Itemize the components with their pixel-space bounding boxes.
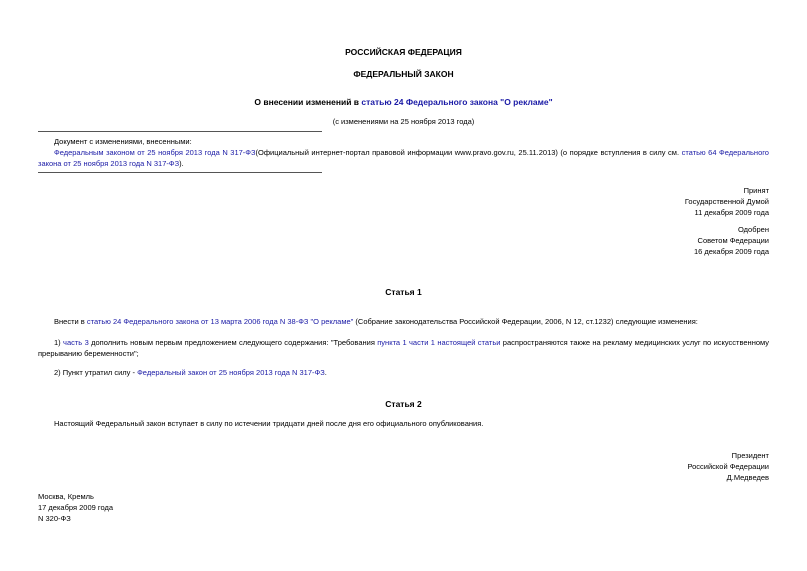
adoption-line: Государственной Думой [684, 197, 769, 206]
place-date-number-block [38, 491, 113, 524]
approval-line: 16 декабря 2009 года [693, 247, 769, 256]
changes-heading: Документ с изменениями, внесенными: [54, 137, 192, 146]
clause-1-part-1-link[interactable]: пункта 1 части 1 настоящей статьи [377, 338, 501, 347]
footer-line: 17 декабря 2009 года [38, 503, 114, 512]
changes-box [38, 136, 769, 169]
changes-body [38, 147, 769, 169]
part-3-link[interactable]: часть 3 [63, 338, 89, 347]
amending-law-link[interactable]: Федеральным законом от 25 ноября 2013 года N 317-ФЗ [54, 148, 256, 157]
item2-suffix: . [324, 368, 327, 377]
changes-top-divider [38, 131, 322, 132]
changes-source-text: (Официальный интернет-портал правовой информации www.pravo.gov.ru, 25.11.2013) (о порядке вступления в силу см. [255, 148, 682, 157]
item2-prefix: 2) Пункт утратил силу - [54, 368, 138, 377]
adoption-line: 11 декабря 2009 года [694, 208, 769, 217]
repealing-law-link[interactable]: Федеральный закон от 25 ноября 2013 года N 317-ФЗ [137, 368, 325, 377]
federation-council-approval-block [694, 224, 769, 257]
approval-line: Одобрен [738, 225, 769, 234]
footer-line: Москва, Кремль [38, 492, 94, 501]
document-title [0, 97, 807, 107]
approval-line: Советом Федерации [697, 236, 769, 245]
item1-suffix: распространяются также на рекламу медицинских услуг по искусственному прерыванию беременности"; [38, 338, 769, 358]
article-1-item-2 [38, 367, 769, 378]
entry-into-force-link[interactable]: статью 64 Федерального закона от 25 ноября 2013 года N 317-ФЗ [38, 148, 769, 168]
title-article-link[interactable]: статью 24 Федерального закона "О рекламе" [361, 97, 553, 107]
adoption-line: Принят [743, 186, 769, 195]
article-1-heading: Статья 1 [385, 287, 422, 297]
footer-line: N 320-ФЗ [38, 514, 71, 523]
item1-mid: дополнить новым первым предложением следующего содержания: "Требования [88, 338, 378, 347]
item1-prefix: 1) [54, 338, 64, 347]
changes-bottom-divider [38, 172, 322, 173]
signature-block [687, 450, 769, 483]
article-2-heading: Статья 2 [385, 399, 422, 409]
title-prefix: О внесении изменений в [254, 97, 362, 107]
doc-type-heading: ФЕДЕРАЛЬНЫЙ ЗАКОН [353, 69, 454, 79]
edition-note: (с изменениями на 25 ноября 2013 года) [332, 117, 475, 126]
article-2-text: Настоящий Федеральный закон вступает в силу по истечении тридцати дней после дня его официального опубликования. [54, 419, 484, 428]
signature-line: Российской Федерации [687, 462, 769, 471]
signature-line: Президент [731, 451, 769, 460]
article-1-item-1 [38, 337, 769, 359]
country-heading: РОССИЙСКАЯ ФЕДЕРАЦИЯ [345, 47, 462, 57]
article-1-intro [38, 316, 769, 327]
signature-line: Д.Медведев [726, 473, 769, 482]
intro-suffix: (Собрание законодательства Российской Федерации, 2006, N 12, ст.1232) следующие изменения: [353, 317, 698, 326]
intro-prefix: Внести в [54, 317, 87, 326]
changes-closing: ). [179, 159, 184, 168]
duma-adoption-block [685, 185, 769, 218]
article-24-link[interactable]: статью 24 Федерального закона от 13 марта 2006 года N 38-ФЗ "О рекламе" [86, 317, 354, 326]
